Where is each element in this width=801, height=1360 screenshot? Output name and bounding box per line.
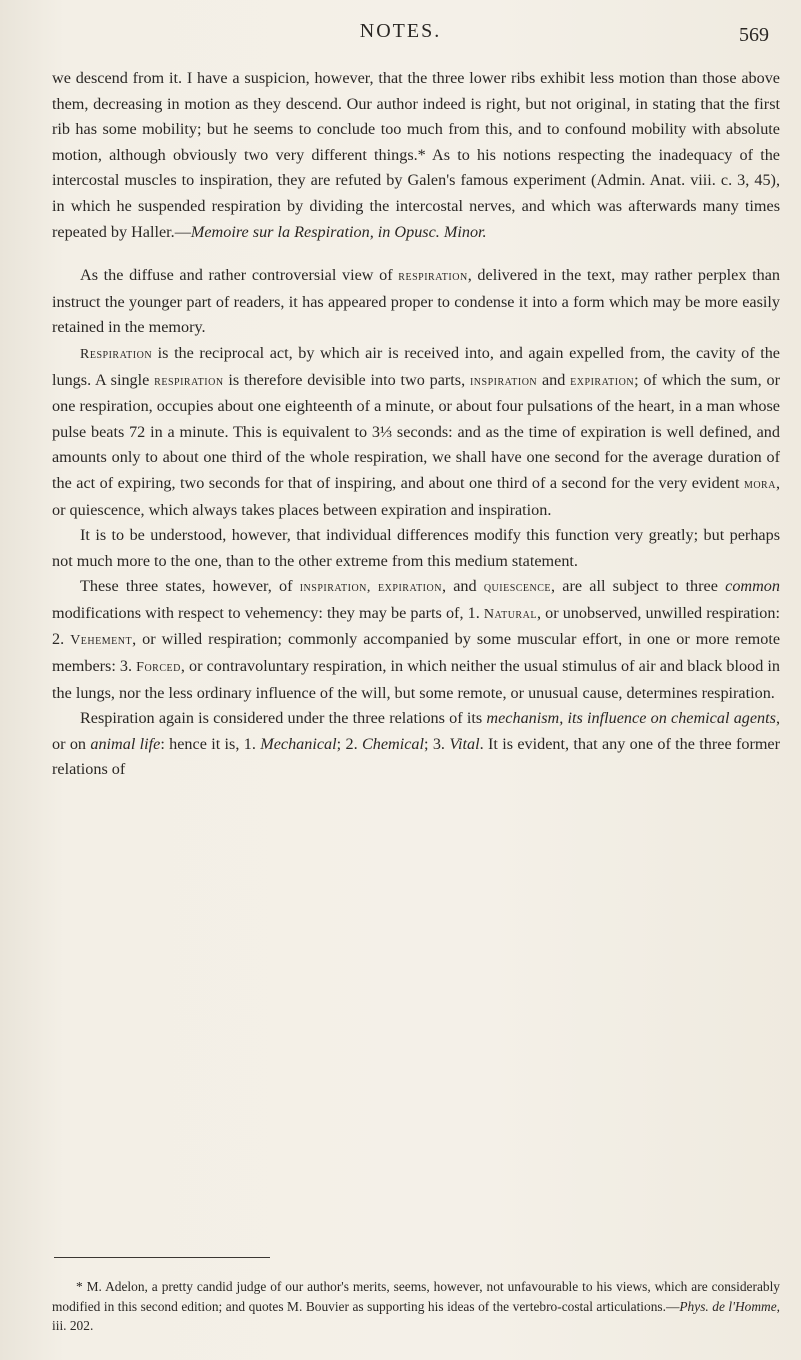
- italic-run: common: [725, 577, 780, 596]
- text-run: * M. Adelon, a pretty candid judge of our author's merits, seems, however, not unfavourable to his views, which are considerably modified in this second edition; and quotes M. Bouvier as supporting his ideas of the vertebro-costal articulations.—: [52, 1279, 780, 1314]
- paragraph: [52, 66, 780, 245]
- text-run: It is to be understood, however, that individual differences modify this function very greatly; but perhaps not much more to the one, than to the other extreme from this medium statement.: [52, 526, 780, 570]
- page-number: 569: [739, 24, 769, 46]
- text-run: . It is evident, that any one of the three former relations of: [52, 734, 781, 779]
- small-caps-run: Respiration: [80, 346, 153, 362]
- paragraph: [52, 341, 780, 523]
- text-run: , are all subject to three: [551, 577, 726, 596]
- small-caps-run: respiration: [154, 373, 224, 389]
- paragraph: [52, 574, 780, 706]
- footnote-text: [52, 1277, 780, 1336]
- paragraph: [52, 523, 780, 574]
- footnote-rule: [54, 1257, 270, 1258]
- text-run: ; of which the sum, or one respiration, occupies about one eighteenth of a minute, or about four pulsations of the heart, in a man whose pulse beats 72 in a minute. This is equivalent to 3⅓ seconds: and as the time of expiration is well defined, and amounts only to about one third of the whole respiration, we shall have one second for the average duration of the act of expiring, two seconds for that of inspiring, and about one third of a second for the very evident: [52, 370, 781, 492]
- text-run: and: [537, 370, 571, 389]
- text-run: , or willed respiration; commonly accompanied by some muscular effort, in one or more remote members: 3.: [52, 630, 781, 676]
- text-run: Respiration again is considered under the three relations of its: [80, 709, 487, 728]
- italic-run: Vital: [449, 734, 480, 753]
- text-run: , or on: [52, 709, 780, 753]
- paragraph: [52, 263, 780, 341]
- text-run: , and: [441, 577, 484, 596]
- small-caps-run: mora: [743, 476, 776, 492]
- text-run: is the reciprocal act, by which air is received into, and again expelled from, the cavity of the lungs. A single: [52, 343, 780, 389]
- text-run: ; 2.: [336, 734, 362, 753]
- running-title: NOTES.: [359, 20, 442, 42]
- small-caps-run: Forced: [136, 660, 181, 676]
- text-run: : hence it is, 1.: [160, 734, 261, 753]
- text-run: , or unobserved, unwilled respiration: 2.: [52, 603, 780, 649]
- text-run: , or contravoluntary respiration, in which neither the usual stimulus of air and black blood in the lungs, nor the less ordinary influence of the will, but some remote, or unusual cause, determines respiration.: [52, 657, 780, 702]
- italic-run: mechanism, its influence on chemical agents: [486, 709, 776, 728]
- small-caps-run: Vehement: [70, 633, 133, 649]
- small-caps-run: inspiration: [469, 373, 538, 389]
- footnote: [52, 1277, 780, 1336]
- small-caps-run: Natural: [483, 606, 537, 622]
- small-caps-run: quiescence: [483, 580, 552, 596]
- text-run: , delivered in the text, may rather perplex than instruct the younger part of readers, it has appeared proper to condense it into a form which may be more easily retained in the memory.: [52, 266, 780, 337]
- text-run: As the diffuse and rather controversial view of: [80, 266, 399, 285]
- italic-run: Mechanical: [260, 734, 337, 753]
- paragraph: [52, 706, 780, 783]
- page-header: [0, 20, 801, 60]
- text-run: is therefore devisible into two parts,: [223, 370, 470, 389]
- section-break: [52, 245, 780, 263]
- italic-run: Chemical: [361, 734, 424, 753]
- body-text: [52, 66, 780, 783]
- italic-run: Memoire sur la Respiration, in Opusc. Minor.: [190, 222, 487, 241]
- small-caps-run: expiration: [570, 373, 635, 389]
- italic-run: Phys. de l'Homme: [679, 1298, 777, 1314]
- text-run: , or quiescence, which always takes places between expiration and inspiration.: [52, 473, 780, 519]
- small-caps-run: respiration: [398, 269, 468, 285]
- small-caps-run: inspiration, expiration: [299, 580, 442, 596]
- italic-run: animal life: [90, 734, 161, 753]
- text-run: ; 3.: [424, 734, 450, 753]
- text-run: modifications with respect to vehemency: they may be parts of, 1.: [52, 603, 484, 622]
- text-run: These three states, however, of: [80, 577, 300, 596]
- text-run: we descend from it. I have a suspicion, however, that the three lower ribs exhibit less motion than those above them, decreasing in motion as they descend. Our author indeed is right, but not original, in stating that the first rib has some mobility; but he seems to conclude too much from this, and to confound mobility with absolute motion, although obviously two very different things.* As to his notions respecting the inadequacy of the intercostal muscles to inspiration, they are refuted by Galen's famous experiment (Admin. Anat. viii. c. 3, 45), in which he suspended respiration by dividing the intercostal nerves, and which was afterwards many times repeated by Haller.—: [52, 69, 780, 241]
- text-run: , iii. 202.: [52, 1298, 781, 1333]
